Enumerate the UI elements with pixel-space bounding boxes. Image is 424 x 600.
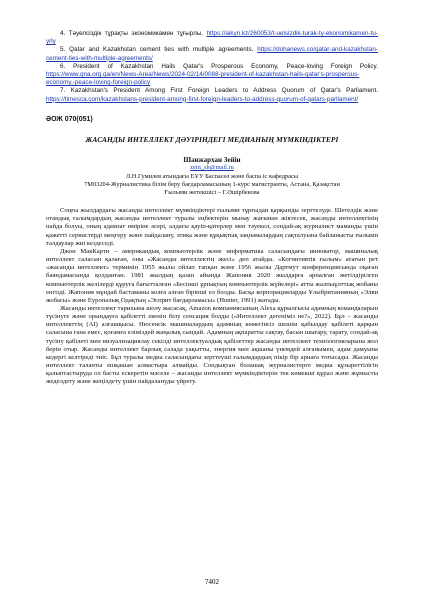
body-paragraph: Джон МакКарти – американдық компьютерлік және информатика саласындағы инноватор, машиналық интеллект саласын қалаған, оны «Жасанды интеллектің әкесі» деп атайды. «Когнитивтік ғылым» атағын рет «жасанды интеллект» терминін 1955 жылы ойлап тапқан және 1956 жылы Дартмут конференциясында оқаған баяндамасында қолданған. 1981 жылдың қазан айында Жапония 2020 жылдарға арналған жетілдірілген компьютерлік желілерді құруға бағытталған «Бесінші ұрпақтың компьютерлік жүйелері» атты жалпыұлттық жобаны енгізді. Жапония мұндай бастаманы колға алған бірінші ел болды. Басқа корпорацияларды Ұлыбританияның «Элви жобасы» және Еуропалық Одақтың «Эсприт бағдарламасы» (Hunter, 1991) жатады.: [46, 247, 378, 304]
body-paragraph: Жасанды интеллект тарихына шолу жасасақ, Amazon компаниясының Alexa құрылғысы адамның командаларын түсінуге және орындауға қабілетті екенін білу сенсация болды («Интеллект дегеніміз не?», 2022). Бұл – жасанды интеллекттің (AI) алғашқысы. Нюсенсік машиналардың адамның көмегінсіз шешім қабылдау қабілеті қарқын саласына ғана емес, қоғамға еліміздей жаңалық сындай. Адамның ақпаратты сақтау, басын шығару, тарату, сондай-ақ түсіну қабілеті мен визуализациялау секілді интеллектуалдық қабілеттер жасанды интеллект технологияларына жол берін отыр. Жасанды интеллект барлық салада уақытты, энергия мен ақшаны үнемдей алғанымен, адам дамуына кедергі келтіреді тиіс. Бұл туралы медиа саласындағы зерттеуші ғалымдардың пікір бір арнаға тоғысады. Жасанды интеллект таланты ешқашан алмастыра алмайды. Сондықтан болашақ журналистерге медиа құзыреттілігін қалыптастыруда ол басты ескеретін мәселе – жасанды интеллект мүмкіндіктерін тек көмекші құрал және жұмысты жеделдету және жеңілдету үшін пайдалануды үйрету.: [46, 305, 378, 386]
reference-item: 4. Тәуелсіздік тұрақты экономикамен тұғырлы. https://aikyn.kz/260053/t-uelsizdik-turak-ty-ekonomikamen-tu-yrly: [46, 30, 378, 46]
author-affiliation: Л.Н.Гумилев атындағы ЕҰУ Баспасөз және баспа іс кафедрасы: [125, 172, 299, 180]
reference-item: 5. Qatar and Kazakhstan cement ties with multiple agreements. https://dohanews.co/qatar-and-kazakhstan-cement-ties-with-multiple-agreements/: [46, 46, 378, 62]
reference-link[interactable]: https://dohanews.co/qatar-and-kazakhstan-cement-ties-with-multiple-agreements/: [46, 46, 378, 62]
author-program: 7М03204-Журналистика білім беру бағдарламасының 1-курс магистранты, Астана, Қазақстан: [84, 180, 340, 188]
reference-link[interactable]: https://aikyn.kz/260053/t-uelsizdik-turak-ty-ekonomikamen-tu-yrly: [46, 30, 378, 46]
reference-list: [46, 30, 378, 104]
reference-link[interactable]: https://timesca.com/kazakhstans-president-among-first-foreign-leaders-to-address-quorum-of-qatars-parliament/: [46, 95, 359, 103]
reference-item: 7. Kazakhstan's President Among First Foreign Leaders to Address Quorum of Qatar's Parliament. https://timesca.com/kazakhstans-president-among-first-foreign-leaders-to-address-quorum-of-qatars-parliament/: [46, 87, 378, 103]
author-supervisor: Ғылыми жетекшісі – Г.Әшірбекова: [164, 188, 260, 196]
udc-code: ӘОЖ 070(051): [46, 115, 93, 123]
article-body: [46, 207, 378, 386]
author-email-link[interactable]: zein_sh@mail.ru: [190, 164, 234, 172]
article-title: ЖАСАНДЫ ИНТЕЛЛЕКТ ДӘУІРІНДЕГІ МЕДИАНЫҢ МҮМКІНДІКТЕРІ: [85, 134, 339, 144]
author-email-line: [46, 164, 378, 172]
reference-item: 6. President of Kazakhstan Hails Qatar's Prosperous Economy, Peace-loving Foreign Policy. https://www.qna.org.qa/en/News-Area/News/2024-02/14/0088-president-of-kazakhstan-hails-qatar's-prosperous-economy,-peace-loving-foreign-policy: [46, 62, 378, 87]
author-name: Шанжархан Зейін: [183, 155, 241, 164]
body-paragraph: Соңғы жылдардағы жасанды интеллект мүмкіндіктері ғылыми тұрғыдан қарқынды зерттелуде. Шетелдік және отандық ғалымдардың жасанды интеллект туралы еңбектерін мынау жағынан жіктесек, жасанды интеллектінің пайда болуы, оның адамзат өміріне әсері, алдағы қауіп-қатерлер мен тәуекел, сондай-ақ журналист маманды үшін қажетті сервистерді меңгеру және пайдалану, этика және құқықтық заңнамалардың сақталуына байланысты ғылыми талдаулар жиі кездеседі.: [46, 207, 378, 247]
page-number: 7402: [205, 578, 219, 586]
reference-link[interactable]: https://www.qna.org.qa/en/News-Area/News/2024-02/14/0088-president-of-kazakhstan-hails-qatar's-prosperous-economy,-peace-loving-foreign-policy: [46, 71, 360, 87]
